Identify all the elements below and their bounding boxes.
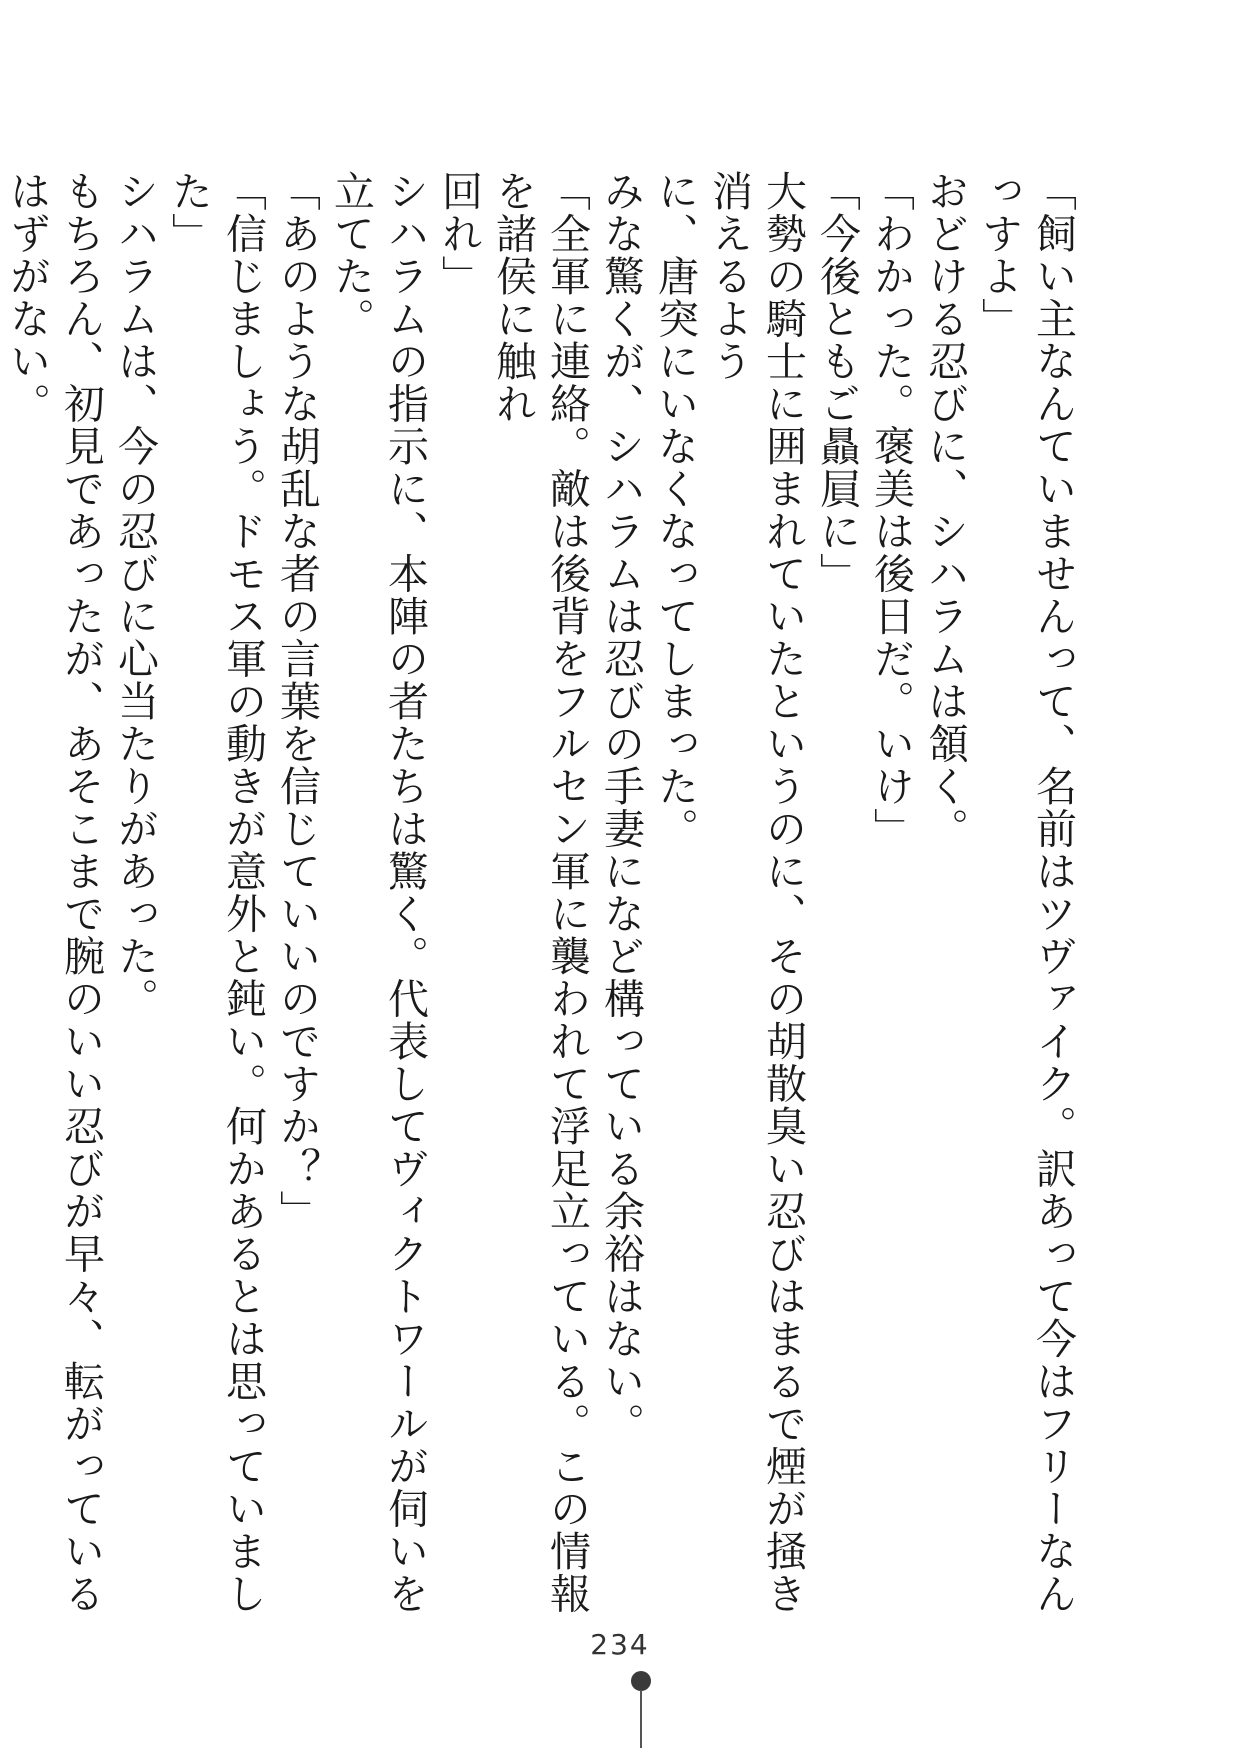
page-number: 234 bbox=[590, 1628, 650, 1661]
folio-vertical-rule bbox=[640, 1690, 642, 1748]
text-line: 「あのような胡乱な者の言葉を信じていいのですか？」 bbox=[273, 170, 321, 1233]
text-line: 「今後ともご贔屓に」 bbox=[813, 170, 861, 595]
text-line: 「全軍に連絡。敵は後背をフルセン軍に襲われて浮足立っている。この情報を諸侯に触れ bbox=[489, 170, 591, 1615]
text-line: 「信じましょう。ドモス軍の動きが意外と鈍い。何かあるとは思っていました」 bbox=[165, 170, 267, 1615]
text-line: シハラムの指示に、本陣の者たちは驚く。代表してヴィクトワールが伺いを立てた。 bbox=[327, 170, 429, 1615]
text-line: シハラムは、今の忍びに心当たりがあった。 bbox=[111, 170, 159, 1020]
text-line: もちろん、初見であったが、あそこまで腕のいい忍びが早々、転がっているはずがない。 bbox=[3, 170, 105, 1615]
text-line: 「飼い主なんていませんって、名前はツヴァイク。訳あって今はフリーなんっすよ」 bbox=[975, 170, 1077, 1615]
folio-dot-ornament bbox=[631, 1671, 651, 1691]
text-line: おどける忍びに、シハラムは頷く。 bbox=[921, 170, 969, 850]
body-text bbox=[0, 170, 1080, 1630]
text-line: 回れ」 bbox=[435, 170, 483, 298]
text-line: 「わかった。褒美は後日だ。いけ」 bbox=[867, 170, 915, 850]
text-line: 大勢の騎士に囲まれていたというのに、その胡散臭い忍びはまるで煙が掻き消えるよう bbox=[705, 170, 807, 1615]
text-line: に、唐突にいなくなってしまった。 bbox=[651, 170, 699, 850]
text-line: みな驚くが、シハラムは忍びの手妻になど構っている余裕はない。 bbox=[597, 170, 645, 1445]
